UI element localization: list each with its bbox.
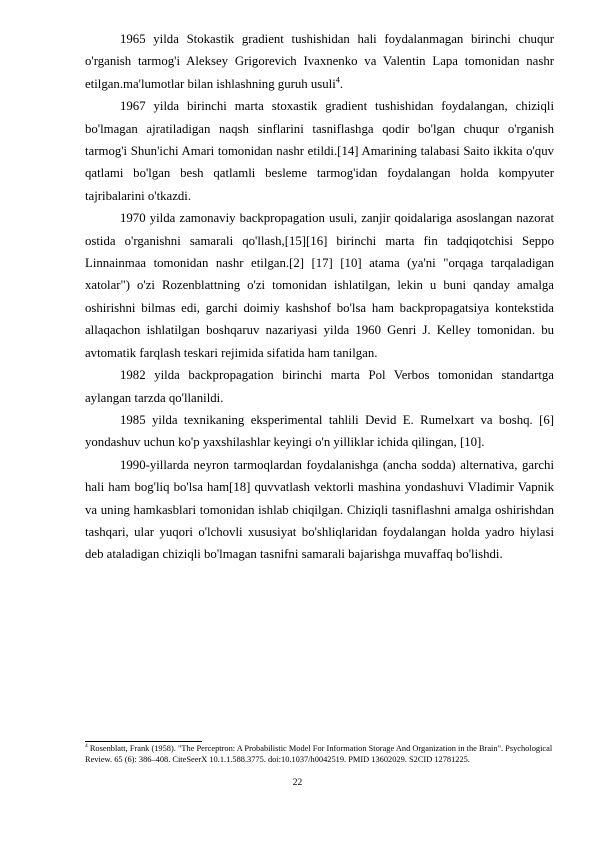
paragraph-1990s: 1990-yillarda neyron tarmoqlardan foydalanishga (ancha sodda) alternativa, garchi hali ham bog'liq bo'lsa ham[18] quvvatlash vektorli mashina yondashuvi Vladimir Vapnik va uning hamkasblari tomonidan ishlab chiqilgan. Chiziqli tasniflashni amalga oshirishdan tashqari, ular yuqori o'lchovli xususiyat bo'shliqlaridan foydalangan holda yadro hiylasi deb ataladigan chiziqli bo'lmagan tasnifni samarali bajarishga muvaffaq bo'lishdi. bbox=[85, 457, 554, 562]
footnote bbox=[85, 743, 554, 766]
paragraph-1967: 1967 yilda birinchi marta stoxastik gradient tushishidan foydalangan, chiziqli bo'lmagan ajratiladigan naqsh sinflarini tasniflashga qodir bo'lgan chuqur o'rganish tarmog'i Shun'ichi Amari tomonidan nashr etildi.[14] Amarining talabasi Saito ikkita o'quv qatlami bo'lgan besh qatlamli besleme tarmog'idan foydalangan holda kompyuter tajribalarini o'tkazdi. bbox=[85, 99, 554, 203]
footnote-separator bbox=[85, 741, 202, 742]
body-text bbox=[85, 28, 554, 566]
paragraph-1965 bbox=[85, 28, 554, 95]
paragraph-1985: 1985 yilda texnikaning eksperimental tahlili Devid E. Rumelxart va boshq. [6] yondashuv uchun ko'p yaxshilashlar keyingi o'n yilliklar ichida qilingan, [10]. bbox=[85, 412, 554, 450]
paragraph-text: 1965 yilda Stokastik gradient tushishidan hali foydalanmagan birinchi chuqur o'rganish tarmog'i Aleksey Grigorevich Ivaxnenko va Valentin Lapa tomonidan nashr etilgan.ma'lumotlar bilan ishlashning guruh usuli bbox=[85, 32, 554, 91]
page-number: 22 bbox=[292, 778, 303, 788]
footnote-number: 4 bbox=[85, 743, 88, 750]
footnote-text: Rosenblatt, Frank (1958). "The Perceptron: A Probabilistic Model For Information Storage And Organization in the Brain". Psychological Review. 65 (6): 386–408. CiteSeerX 10.1.1.588.3775. doi:10.1037/h0042519. PMID 13602029. S2CID 12781225. bbox=[85, 744, 553, 765]
paragraph-1982: 1982 yilda backpropagation birinchi marta Pol Verbos tomonidan standartga aylangan tarzda qo'llanildi. bbox=[85, 368, 554, 405]
footnote-reference-period: . bbox=[339, 76, 344, 91]
paragraph-1970: 1970 yilda zamonaviy backpropagation usuli, zanjir qoidalariga asoslangan nazorat ostida o'rganishni samarali qo'llash,[15][16] birinchi marta fin tadqiqotchisi Seppo Linnainmaa tomonidan nashr etilgan.[2] [17] [10] atama (ya'ni "orqaga tarqaladigan xatolar") o'zi Rozenblattning o'zi tomonidan ishlatilgan, lekin u buni qanday amalga oshirishni bilmas edi, garchi doimiy kashshof bo'lsa ham backpropagatsiya kontekstida allaqachon ishlatilgan boshqaruv nazariyasi yilda 1960 Genri J. Kelley tomonidan. bu avtomatik farqlash teskari rejimida sifatida ham tanilgan. bbox=[85, 211, 554, 360]
footnote-reference: 4 bbox=[335, 75, 340, 85]
